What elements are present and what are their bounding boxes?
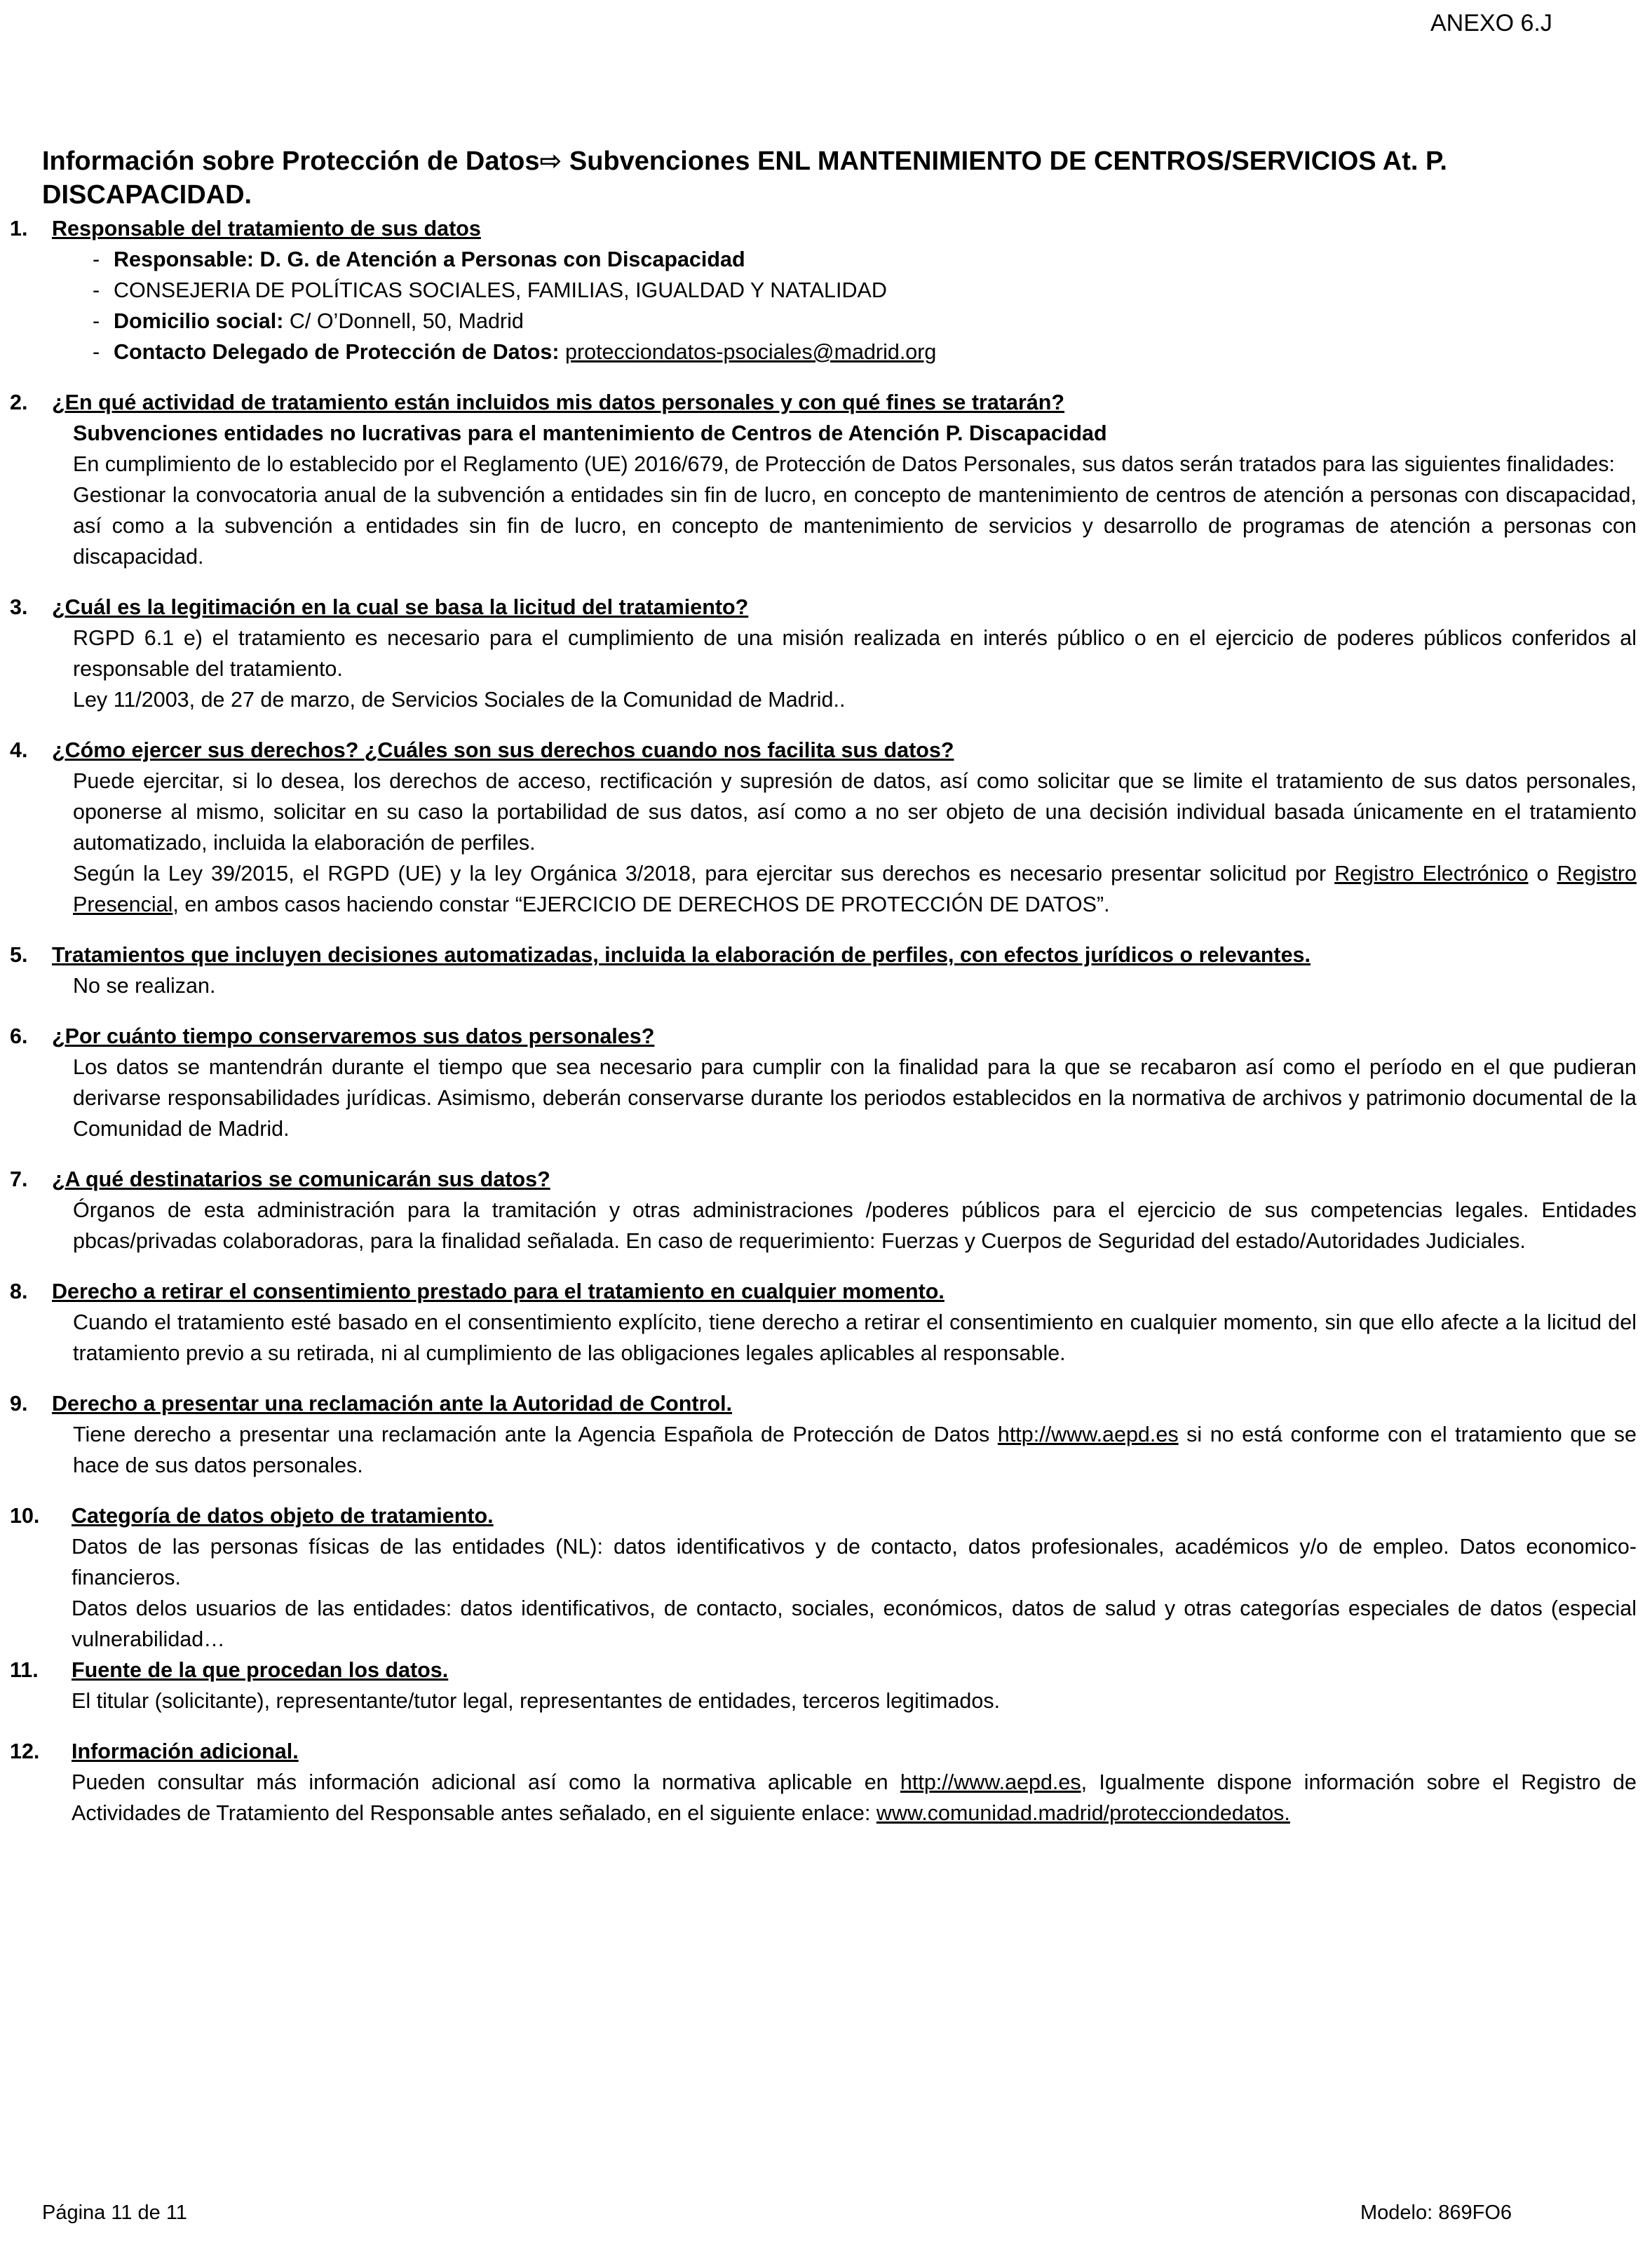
responsible-label: Responsable: D. G. de Atención a Personas con Discapacidad	[114, 247, 745, 271]
section-heading: ¿En qué actividad de tratamiento están incluidos mis datos personales y con qué fines se tratarán?	[52, 391, 1065, 414]
address-value: C/ O’Donnell, 50, Madrid	[289, 309, 524, 333]
section-number: 4.	[10, 738, 28, 762]
section-number: 2.	[10, 391, 28, 414]
dpo-email-link[interactable]: protecciondatos-psociales@madrid.org	[565, 340, 937, 364]
text-span: , en ambos casos haciendo constar “EJERCICIO DE DERECHOS DE PROTECCIÓN DE DATOS”.	[172, 893, 1110, 916]
section-heading: ¿Cómo ejercer sus derechos? ¿Cuáles son sus derechos cuando nos facilita sus datos?	[52, 738, 954, 762]
paragraph: Órganos de esta administración para la tramitación y otras administraciones /poderes públicos para el ejercicio de sus competencias legales. Entidades pbcas/privadas colaboradoras, para la finalidad señalada. En caso de requerimiento: Fuerzas y Cuerpos de Seguridad del estado/Autoridades Judiciales.	[73, 1198, 1637, 1253]
section-number: 7.	[10, 1167, 28, 1191]
aepd-link[interactable]: http://www.aepd.es	[900, 1770, 1081, 1794]
ministry-name: CONSEJERIA DE POLÍTICAS SOCIALES, FAMILIAS, IGUALDAD Y NATALIDAD	[114, 278, 887, 302]
section-6	[10, 1021, 1637, 1144]
paragraph: Datos de las personas físicas de las entidades (NL): datos identificativos y de contacto, datos profesionales, académicos y/o de empleo. Datos economico-financieros.	[72, 1535, 1637, 1589]
list-item: - Contacto Delegado de Protección de Datos: protecciondatos-psociales@madrid.org	[93, 340, 937, 364]
section-1	[10, 213, 1637, 367]
section-heading: Información adicional.	[72, 1739, 299, 1763]
text-span: Tiene derecho a presentar una reclamación ante la Agencia Española de Protección de Datos	[73, 1423, 998, 1446]
paragraph: Datos delos usuarios de las entidades: datos identificativos, de contacto, sociales, económicos, datos de salud y otras categorías especiales de datos (especial vulnerabilidad…	[72, 1596, 1637, 1651]
section-number: 5.	[10, 943, 28, 967]
paragraph: RGPD 6.1 e) el tratamiento es necesario para el cumplimiento de una misión realizada en interés público o en el ejercicio de poderes públicos conferidos al responsable del tratamiento.	[73, 626, 1637, 681]
text-span: Según la Ley 39/2015, el RGPD (UE) y la ley Orgánica 3/2018, para ejercitar sus derechos es necesario presentar solicitud por	[73, 862, 1335, 886]
electronic-registry-link[interactable]: Registro Electrónico	[1334, 862, 1529, 886]
section-heading: Fuente de la que procedan los datos.	[72, 1658, 449, 1682]
section-heading: ¿Por cuánto tiempo conservaremos sus datos personales?	[52, 1024, 655, 1048]
section-number: 1.	[10, 217, 28, 240]
section-number: 3.	[10, 595, 28, 619]
section-heading: ¿Cuál es la legitimación en la cual se basa la licitud del tratamiento?	[52, 595, 749, 619]
section-number: 9.	[10, 1392, 28, 1416]
model-code: Modelo: 869FO6	[1360, 2202, 1512, 2224]
paragraph: Gestionar la convocatoria anual de la subvención a entidades sin fin de lucro, en concepto de mantenimiento de centros de atención a personas con discapacidad, así como a la subvención a entidades sin fin de lucro, en concepto de mantenimiento de servicios y desarrollo de programas de atención a personas con discapacidad.	[73, 483, 1637, 569]
paragraph: En cumplimiento de lo establecido por el Reglamento (UE) 2016/679, de Protección de Datos Personales, sus datos serán tratados para las siguientes finalidades:	[73, 452, 1615, 476]
paragraph: No se realizan.	[73, 974, 216, 998]
dpo-contact-label: Contacto Delegado de Protección de Datos:	[114, 340, 560, 364]
list-item: - Domicilio social: C/ O’Donnell, 50, Madrid	[93, 309, 524, 333]
section-8	[10, 1276, 1637, 1369]
section-number: 10.	[10, 1504, 40, 1528]
section-11	[10, 1655, 1637, 1716]
list-item: - Responsable: D. G. de Atención a Personas con Discapacidad	[52, 244, 1637, 275]
list-item: - CONSEJERIA DE POLÍTICAS SOCIALES, FAMILIAS, IGUALDAD Y NATALIDAD	[52, 275, 1637, 306]
paragraph: Cuando el tratamiento esté basado en el consentimiento explícito, tiene derecho a retirar el consentimiento en cualquier momento, sin que ello afecte a la licitud del tratamiento previo a su retirada, ni al cumplimiento de las obligaciones legales aplicables al responsable.	[73, 1310, 1637, 1365]
address-label: Domicilio social:	[114, 309, 284, 333]
section-number: 11.	[10, 1658, 39, 1682]
section-7	[10, 1164, 1637, 1256]
section-heading: Derecho a retirar el consentimiento prestado para el tratamiento en cualquier momento.	[52, 1280, 945, 1303]
section-heading: Categoría de datos objeto de tratamiento.	[72, 1504, 494, 1528]
data-protection-link[interactable]: www.comunidad.madrid/protecciondedatos.	[876, 1801, 1290, 1825]
section-heading: Tratamientos que incluyen decisiones automatizadas, incluida la elaboración de perfiles, con efectos jurídicos o relevantes.	[52, 943, 1311, 967]
paragraph: Puede ejercitar, si lo desea, los derechos de acceso, rectificación y supresión de datos, así como solicitar que se limite el tratamiento de sus datos personales, oponerse al mismo, solicitar en su caso la portabilidad de sus datos, así como a no ser objeto de una decisión individual basada únicamente en el tratamiento automatizado, incluida la elaboración de perfiles.	[73, 769, 1637, 855]
section-number: 12.	[10, 1739, 40, 1763]
section-number: 8.	[10, 1280, 28, 1303]
activity-name: Subvenciones entidades no lucrativas para el mantenimiento de Centros de Atención P. Discapacidad	[73, 421, 1107, 445]
text-span: si no está conforme con el tratamiento que se hace de sus datos personales.	[73, 1423, 1637, 1477]
page-number: Página 11 de 11	[42, 2202, 187, 2224]
section-10	[10, 1500, 1637, 1655]
text-span: , Igualmente dispone información sobre el Registro de Actividades de Tratamiento del Responsable antes señalado, en el siguiente enlace:	[72, 1770, 1637, 1825]
text-span: o	[1528, 862, 1557, 886]
document-title: Información sobre Protección de Datos⇨ Subvenciones ENL MANTENIMIENTO DE CENTROS/SERVICIOS At. P. DISCAPACIDAD.	[42, 147, 1447, 210]
section-2	[10, 387, 1637, 572]
paragraph	[73, 858, 1637, 920]
aepd-link[interactable]: http://www.aepd.es	[997, 1423, 1179, 1446]
paragraph: Ley 11/2003, de 27 de marzo, de Servicios Sociales de la Comunidad de Madrid..	[73, 688, 846, 712]
section-4	[10, 735, 1637, 920]
section-heading: Derecho a presentar una reclamación ante la Autoridad de Control.	[52, 1392, 733, 1416]
document-body	[10, 144, 1637, 1829]
paragraph	[72, 1767, 1637, 1829]
annex-label: ANEXO 6.J	[1430, 10, 1552, 36]
section-number: 6.	[10, 1024, 28, 1048]
section-5	[10, 940, 1637, 1001]
in-person-registry-link[interactable]: Registro Presencial	[73, 862, 1637, 916]
section-3	[10, 592, 1637, 715]
section-9	[10, 1388, 1637, 1481]
section-heading: Responsable del tratamiento de sus datos	[52, 217, 481, 240]
section-heading: ¿A qué destinatarios se comunicarán sus datos?	[52, 1167, 550, 1191]
paragraph: Los datos se mantendrán durante el tiempo que sea necesario para cumplir con la finalidad para la que se recabaron así como el período en el que pudieran derivarse responsabilidades jurídicas. Asimismo, deberán conservarse durante los periodos establecidos en la normativa de archivos y patrimonio documental de la Comunidad de Madrid.	[73, 1055, 1637, 1141]
text-span: Pueden consultar más información adicional así como la normativa aplicable en	[72, 1770, 900, 1794]
paragraph	[73, 1419, 1637, 1481]
section-12	[10, 1736, 1637, 1829]
paragraph: El titular (solicitante), representante/tutor legal, representantes de entidades, terceros legitimados.	[72, 1689, 1001, 1713]
